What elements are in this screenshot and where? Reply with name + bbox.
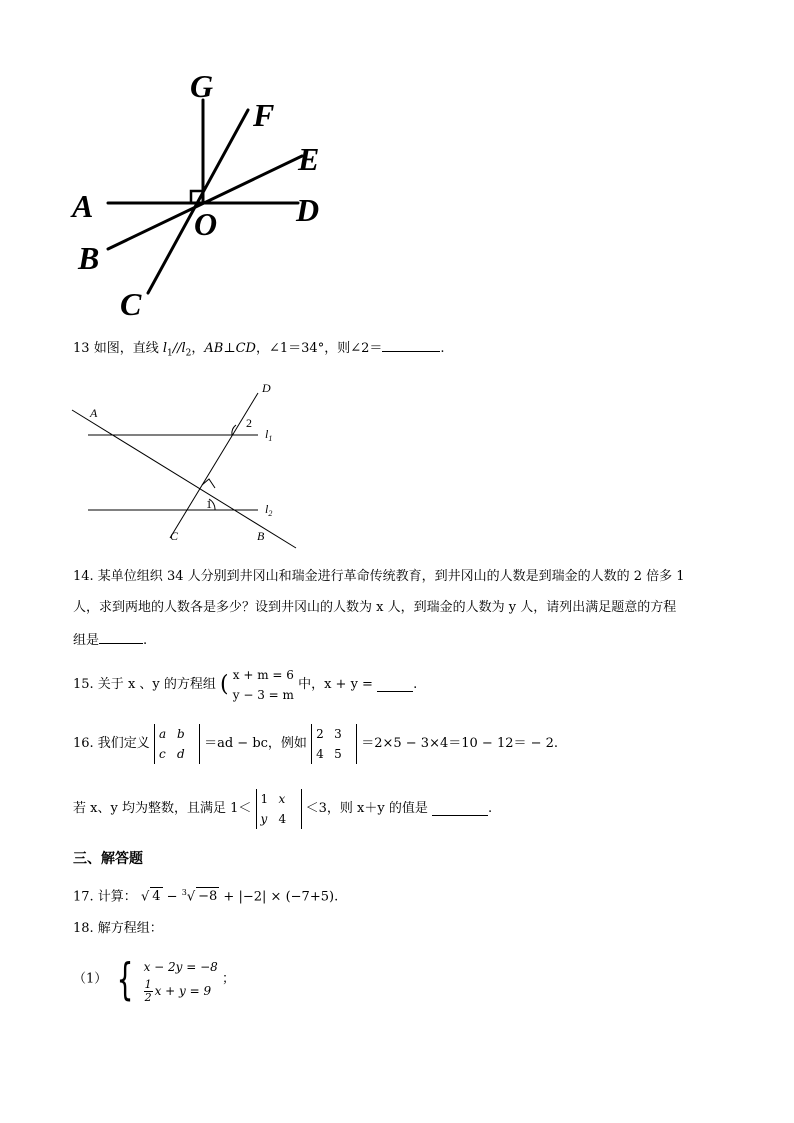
figure-angles-at-o — [60, 60, 360, 330]
label-c: C — [120, 286, 142, 322]
label-e: E — [298, 141, 320, 177]
figure-parallel-lines — [60, 375, 310, 550]
label-l2: $l_2$ — [265, 502, 273, 518]
equation-system-18: x − 2y = −8 $\frac{1}{2}$ x + y = 9 — [143, 960, 218, 1004]
question-14-line-2: 人，求到两地的人数各是多少？设到井冈山的人数为 x 人，到瑞金的人数为 y 人，请列出满足题意的方程 — [73, 600, 677, 615]
sqrt-icon: √ — [140, 889, 150, 905]
label-l1: $l_1$ — [265, 427, 273, 443]
label-f: F — [253, 97, 275, 133]
question-14-line-1: 14. 某单位组织 34 人分别到井冈山和瑞金进行革命传统教育，到井冈山的人数是到瑞金的人数的 2 倍多 1 — [73, 569, 685, 584]
question-15: 15. 关于 x 、y 的方程组 ( x + m = 6 y − 3 = m 中，x + y = . — [73, 665, 417, 705]
determinant-abcd: a b c d — [154, 724, 200, 764]
label-b: B — [257, 529, 265, 543]
equation-system-15: x + m = 6 y − 3 = m — [232, 668, 294, 702]
label-a: A — [72, 188, 94, 224]
line-ab — [72, 410, 296, 548]
determinant-condition: 1 x y 4 — [256, 789, 302, 829]
label-d: D — [296, 192, 320, 228]
section-title-3: 三、解答题 — [73, 851, 143, 867]
cbrt-icon: √ — [186, 889, 196, 905]
determinant-example: 2 3 4 5 — [311, 724, 357, 764]
label-a: A — [90, 406, 98, 420]
question-16-line-2: 若 x、y 均为整数，且满足 1＜ 1 x y 4 ＜3，则 x＋y 的值是 . — [73, 789, 492, 829]
answer-blank-16[interactable] — [432, 802, 488, 816]
answer-blank-14[interactable] — [99, 630, 143, 644]
label-d: D — [262, 381, 271, 395]
answer-blank-15[interactable] — [377, 678, 413, 692]
label-b: B — [78, 240, 100, 276]
label-c: C — [170, 529, 179, 543]
label-2: 2 — [246, 416, 252, 430]
question-18-title: 18. 解方程组： — [73, 921, 163, 936]
question-14-line-3: 组是 . — [73, 630, 147, 650]
label-1: 1 — [206, 497, 212, 511]
question-17: 17. 计算： √ 4 − $^3$√ −8 + |−2| × (−7+5). — [73, 888, 339, 905]
label-g: G — [190, 68, 214, 104]
answer-blank-13[interactable] — [382, 338, 440, 352]
right-angle-mark — [202, 479, 215, 488]
brace-icon: { — [117, 953, 134, 1005]
question-18-part-1: （1） { x − 2y = −8 $\frac{1}{2}$ x + y = 9 ； — [73, 953, 235, 1005]
question-13: 13 如图，直线 $l_1//l_2$，AB⊥CD，∠1＝34°，则∠2＝ . — [73, 338, 445, 363]
label-o: O — [194, 206, 218, 242]
question-16-line-1: 16. 我们定义 a b c d ＝ad − bc，例如 2 3 4 5 ＝2×5 − 3×4＝10 − 12＝ − 2. — [73, 724, 558, 764]
brace: ( — [220, 672, 229, 697]
